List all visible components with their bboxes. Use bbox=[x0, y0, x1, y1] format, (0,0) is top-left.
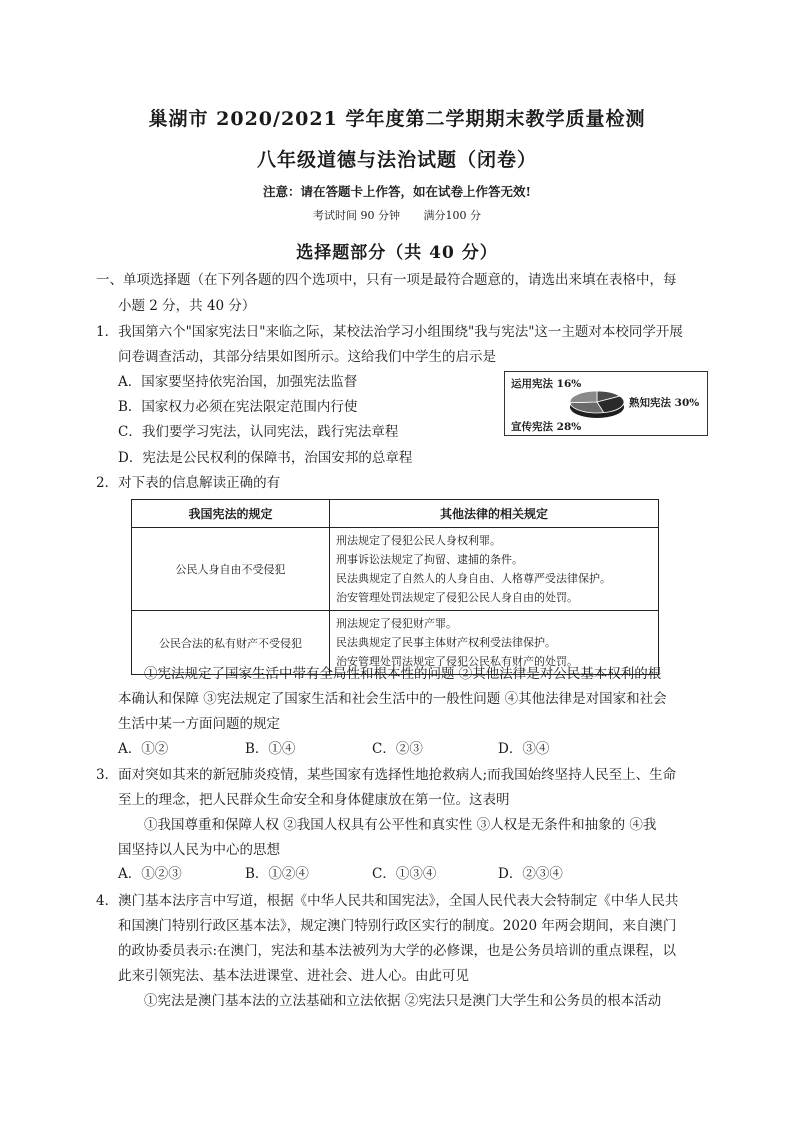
q2-option-c: C．②③ bbox=[372, 741, 423, 757]
q1-option-a: A．国家要坚持依宪治国，加强宪法监督 bbox=[118, 374, 358, 390]
q3-option-b: B．①②④ bbox=[245, 866, 309, 882]
q2-statements-line2: 本确认和保障 ③宪法规定了国家生活和社会生活中的一般性问题 ④其他法律是对国家和社会 bbox=[118, 691, 667, 707]
table-header-constitution: 我国宪法的规定 bbox=[132, 500, 330, 528]
exam-time: 考试时间 90 分钟 bbox=[313, 209, 400, 222]
q2-option-b: B．①④ bbox=[245, 741, 296, 757]
q2-statements-line3: 生活中某一方面问题的规定 bbox=[118, 716, 280, 732]
q3-stem-line2: 至上的理念，把人民群众生命安全和身体健康放在第一位。这表明 bbox=[118, 792, 510, 808]
pie-label-know: 熟知宪法 30% bbox=[629, 397, 700, 409]
q1-stem-line1: 1．我国第六个"国家宪法日"来临之际，某校法治学习小组围绕"我与宪法"这一主题对本校同学开展 bbox=[96, 324, 683, 340]
q2-option-d: D．③④ bbox=[498, 741, 550, 757]
law-line: 治安管理处罚法规定了侵犯公民人身自由的处罚。 bbox=[336, 591, 578, 604]
q3-statements-line2: 国坚持以人民为中心的思想 bbox=[118, 842, 280, 858]
law-line: 刑法规定了侵犯公民人身权利罪。 bbox=[336, 534, 501, 547]
exam-subtitle: 八年级道德与法治试题（闭卷） bbox=[256, 149, 537, 171]
q1-option-b: B．国家权力必须在宪法限定范围内行使 bbox=[118, 399, 358, 415]
section-title: 选择题部分（共 40 分） bbox=[296, 243, 498, 263]
q1-stem-line2: 问卷调查活动，其部分结果如图所示。这给我们中学生的启示是 bbox=[118, 349, 496, 365]
q1-option-c: C．我们要学习宪法，认同宪法，践行宪法章程 bbox=[118, 424, 399, 440]
law-comparison-table bbox=[131, 499, 659, 675]
q3-option-a: A．①②③ bbox=[118, 866, 182, 882]
q3-stem-line1: 3．面对突如其来的新冠肺炎疫情，某些国家有选择性地抢救病人;而我国始终坚持人民至上、生命 bbox=[96, 767, 677, 783]
pie-slice bbox=[570, 391, 597, 403]
answer-notice: 注意：请在答题卡上作答，如在试卷上作答无效! bbox=[263, 184, 531, 199]
table-cell-private-property: 公民合法的私有财产不受侵犯 bbox=[132, 611, 330, 675]
exam-title: 巢湖市 2020/2021 学年度第二学期期末教学质量检测 bbox=[148, 108, 646, 130]
q4-statements-line1: ①宪法是澳门基本法的立法基础和立法依据 ②宪法只是澳门大学生和公务员的根本活动 bbox=[144, 993, 662, 1009]
law-line: 治安管理处罚法规定了侵犯公民私有财产的处罚。 bbox=[336, 655, 578, 668]
law-line: 民法典规定了民事主体财产权利受法律保护。 bbox=[336, 636, 556, 649]
q4-stem-line3: 的政协委员表示:在澳门，宪法和基本法被列为大学的必修课，也是公务员培训的重点课程，以 bbox=[118, 943, 677, 959]
survey-pie-chart bbox=[504, 371, 708, 436]
pie-label-promote: 宣传宪法 28% bbox=[511, 421, 582, 433]
q2-option-a: A．①② bbox=[118, 741, 169, 757]
table-row bbox=[132, 528, 659, 611]
q3-statements-line1: ①我国尊重和保障人权 ②我国人权具有公平性和真实性 ③人权是无条件和抽象的 ④我 bbox=[144, 817, 657, 833]
law-line: 民法典规定了自然人的人身自由、人格尊严受法律保护。 bbox=[336, 572, 611, 585]
table-cell-personal-freedom: 公民人身自由不受侵犯 bbox=[132, 528, 330, 611]
table-cell-personal-freedom-laws bbox=[330, 528, 659, 611]
law-line: 刑法规定了侵犯财产罪。 bbox=[336, 617, 457, 630]
q3-option-d: D．②③④ bbox=[498, 866, 563, 882]
q4-stem-line4: 此来引领宪法、基本法进课堂、进社会、进人心。由此可见 bbox=[118, 968, 469, 984]
pie-label-apply: 运用宪法 16% bbox=[511, 378, 582, 390]
pie-graphic bbox=[567, 387, 627, 421]
law-line: 刑事诉讼法规定了拘留、逮捕的条件。 bbox=[336, 553, 523, 566]
exam-info bbox=[0, 207, 794, 223]
q3-option-c: C．①③④ bbox=[372, 866, 437, 882]
q2-statements-line1: ①宪法规定了国家生活中带有全局性和根本性的问题 ②其他法律是对公民基本权利的根 bbox=[144, 666, 662, 682]
q2-stem: 2．对下表的信息解读正确的有 bbox=[96, 475, 281, 491]
q4-stem-line1: 4．澳门基本法序言中写道，根据《中华人民共和国宪法》，全国人民代表大会特制定《中华人民共 bbox=[96, 893, 679, 909]
q1-option-d: D．宪法是公民权利的保障书，治国安邦的总章程 bbox=[118, 450, 413, 466]
exam-score: 满分100 分 bbox=[423, 209, 481, 222]
q4-stem-line2: 和国澳门特别行政区基本法》，规定澳门特别行政区实行的制度。2020 年两会期间，来自澳门 bbox=[118, 918, 677, 934]
part1-instruction-line2: 小题 2 分，共 40 分） bbox=[118, 298, 256, 314]
table-header-other-laws: 其他法律的相关规定 bbox=[330, 500, 659, 528]
part1-instruction-line1: 一、单项选择题（在下列各题的四个选项中，只有一项是最符合题意的，请选出来填在表格中，每 bbox=[96, 272, 677, 288]
